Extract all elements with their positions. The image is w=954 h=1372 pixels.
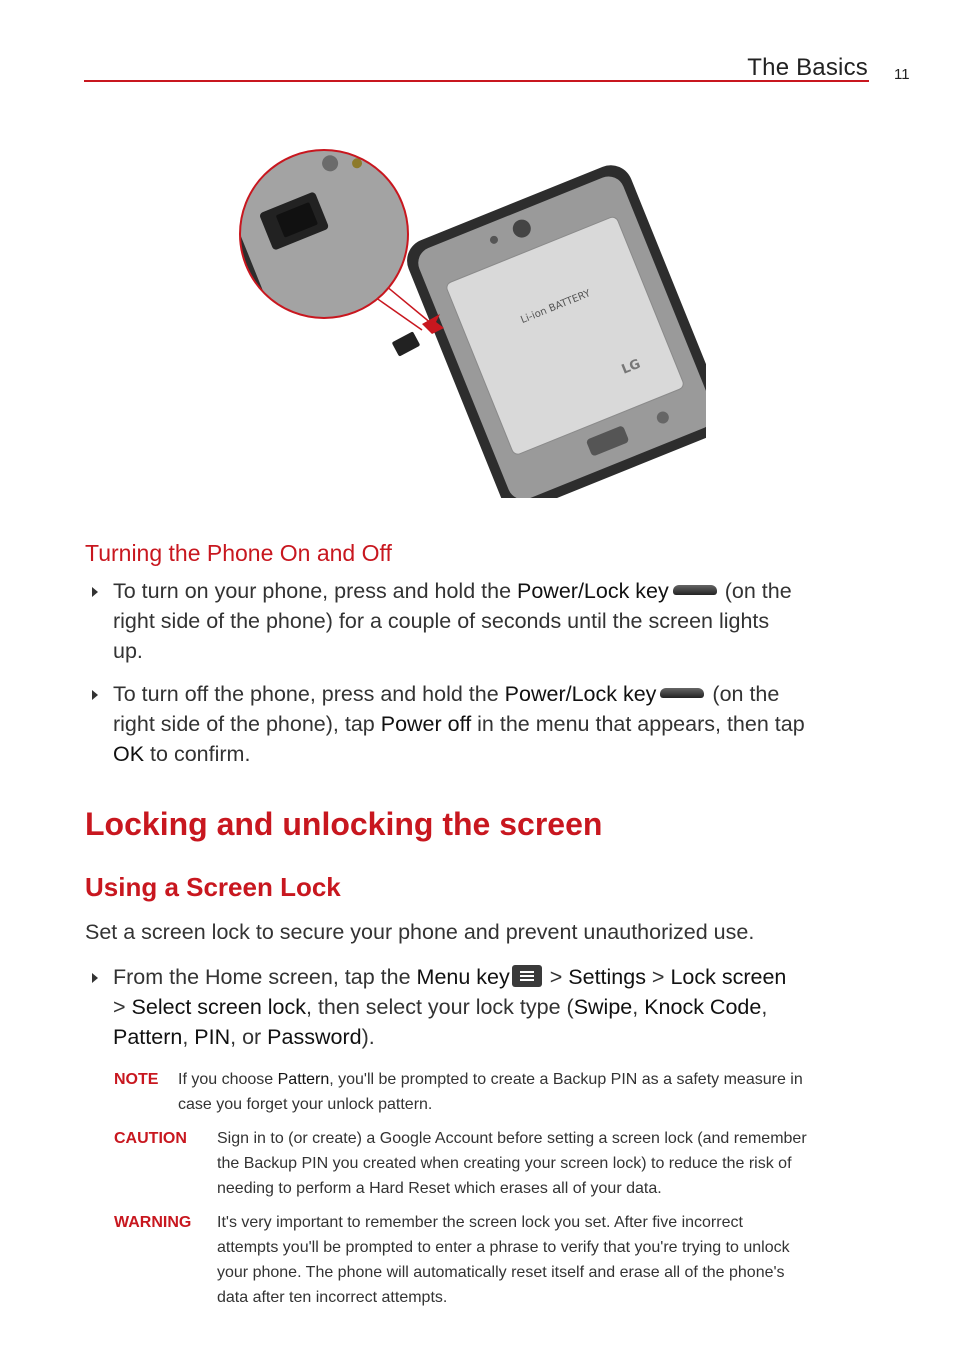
bullet-set-lock-steps (113, 962, 873, 1052)
caution-label: CAUTION (114, 1130, 187, 1147)
caution-text-line: needing to perform a Hard Reset which erases all of your data. (217, 1180, 662, 1197)
note-text-part: If you choose (178, 1071, 278, 1088)
caution-text-line: the Backup PIN you created when creating your screen lock) to reduce the risk of (217, 1155, 792, 1172)
power-key-icon (673, 585, 717, 595)
intro-paragraph: Set a screen lock to secure your phone and prevent unauthorized use. (85, 920, 755, 944)
password-label: Password (267, 1025, 362, 1049)
page-section-title: Locking and unlocking the screen (85, 806, 603, 842)
warning-text-line: your phone. The phone will automatically reset itself and erase all of the phone's (217, 1264, 785, 1281)
swipe-label: Swipe (573, 995, 633, 1019)
warning-label: WARNING (114, 1214, 192, 1231)
caution-text (217, 1126, 887, 1201)
bullet-arrow-icon (92, 690, 98, 700)
bullet-arrow-icon (92, 973, 98, 983)
note-text (178, 1067, 878, 1117)
phone-microsd-illustration (236, 148, 706, 498)
pin-label: PIN (194, 1025, 231, 1049)
separator: ). (361, 1025, 375, 1049)
section-heading-turning-on-off: Turning the Phone On and Off (85, 540, 392, 566)
menu-key-icon (512, 965, 542, 987)
separator: , or (230, 1025, 268, 1049)
bullet-text: To turn off the phone, press and hold the (113, 682, 505, 706)
pattern-label: Pattern (113, 1025, 183, 1049)
separator: > (645, 965, 671, 989)
bullet-turn-off (113, 679, 873, 769)
section-title: The Basics (747, 54, 868, 81)
bullet-text: in the menu that appears, then tap (471, 712, 805, 736)
menu-key-label: Menu key (416, 965, 510, 989)
bullet-text: From the Home screen, tap the (113, 965, 417, 989)
bullet-text: to confirm. (144, 742, 251, 766)
bullet-text: (on the (706, 682, 780, 706)
subsection-heading-screen-lock: Using a Screen Lock (85, 872, 341, 902)
knock-code-label: Knock Code (644, 995, 762, 1019)
power-key-icon (660, 688, 704, 698)
lock-screen-label: Lock screen (670, 965, 787, 989)
warning-text-line: attempts you'll be prompted to enter a phrase to verify that you're trying to unlock (217, 1239, 790, 1256)
power-lock-key-label: Power/Lock key (504, 682, 657, 706)
bullet-text: right side of the phone) for a couple of seconds until the screen lights (113, 609, 770, 633)
power-lock-key-label: Power/Lock key (517, 579, 669, 603)
note-text-part: , you'll be prompted to create a Backup PIN as a safety measure in (329, 1071, 803, 1088)
ok-label: OK (113, 742, 145, 766)
note-label: NOTE (114, 1071, 159, 1088)
caution-text-line: Sign in to (or create) a Google Account before setting a screen lock (and remember (217, 1130, 807, 1147)
warning-text (217, 1210, 887, 1310)
lg-logo: LG (619, 356, 643, 378)
bullet-text: To turn on your phone, press and hold the (113, 579, 517, 603)
bullet-arrow-icon (92, 587, 98, 597)
settings-label: Settings (568, 965, 646, 989)
bullet-text: right side of the phone), tap (113, 712, 381, 736)
note-text-part: case you forget your unlock pattern. (178, 1096, 433, 1113)
warning-text-line: It's very important to remember the screen lock you set. After five incorrect (217, 1214, 743, 1231)
power-off-label: Power off (380, 712, 472, 736)
separator: > (113, 995, 132, 1019)
separator: , (182, 1025, 195, 1049)
header-divider (84, 80, 869, 82)
bullet-text: (on the (718, 579, 792, 603)
separator: , (632, 995, 645, 1019)
separator: > (543, 965, 569, 989)
bullet-text: , then select your lock type ( (306, 995, 574, 1019)
separator: , (761, 995, 768, 1019)
bullet-turn-on (113, 576, 873, 666)
page-number: 11 (894, 66, 910, 83)
warning-text-line: data after ten incorrect attempts. (217, 1289, 448, 1306)
bullet-text: up. (113, 639, 143, 663)
note-pattern-label: Pattern (277, 1071, 330, 1088)
battery-label: Li-ion BATTERY (519, 288, 593, 327)
select-screen-lock-label: Select screen lock (131, 995, 306, 1019)
